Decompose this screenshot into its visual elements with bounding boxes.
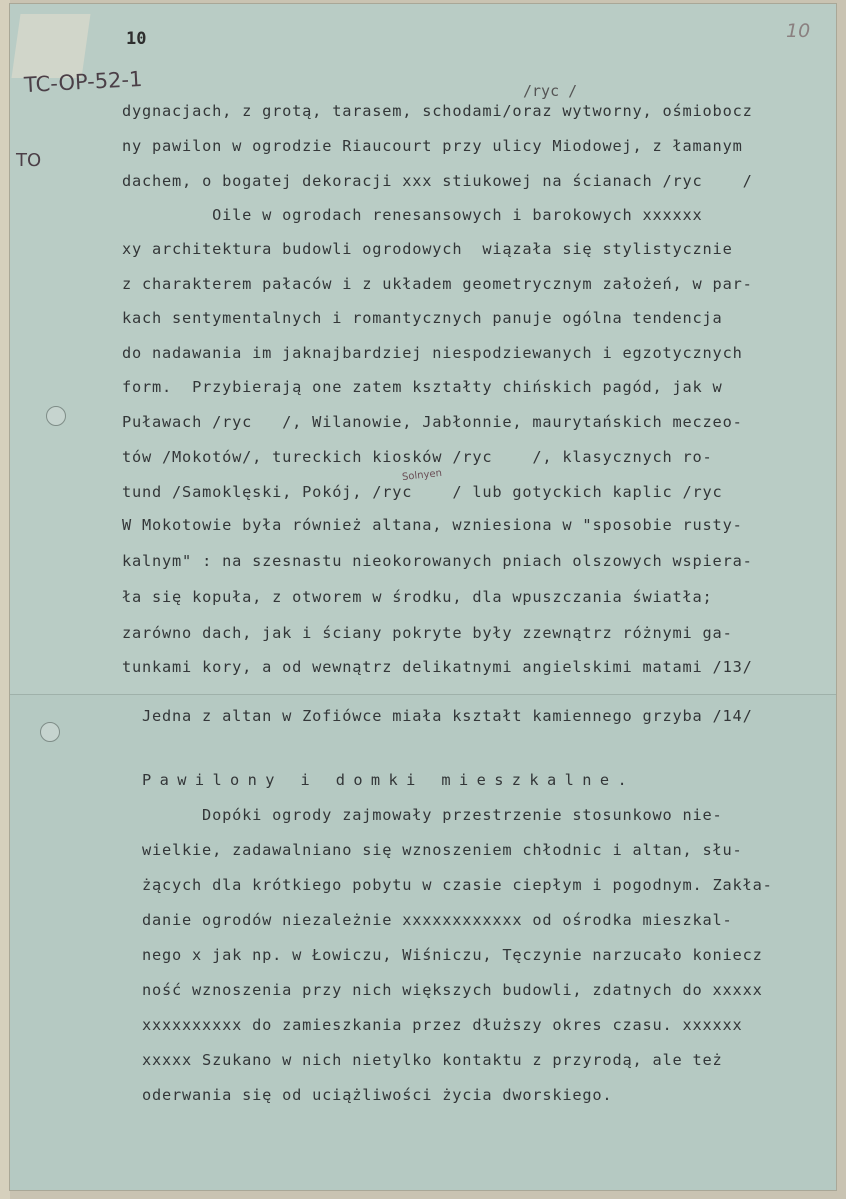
punch-hole — [40, 722, 60, 742]
text-line: xy architektura budowli ogrodowych wiązała się stylistycznie — [122, 240, 733, 258]
page-number: 10 — [126, 29, 147, 49]
text-line: tów /Mokotów/, tureckich kiosków /ryc /, klasycznych ro- — [122, 448, 713, 466]
paper-edge — [0, 0, 10, 1199]
text-line: Oile w ogrodach renesansowych i barokowych xxxxxx — [122, 206, 703, 224]
text-line: nego x jak np. w Łowiczu, Wiśniczu, Tęczynie narzucało koniecz — [142, 946, 763, 964]
text-line: Dopóki ogrody zajmowały przestrzenie stosunkowo nie- — [142, 806, 723, 824]
lower-sheet — [10, 694, 836, 1190]
text-line: Jedna z altan w Zofiówce miała kształt kamiennego grzyba /14/ — [142, 707, 753, 725]
text-line: kach sentymentalnych i romantycznych panuje ogólna tendencja — [122, 309, 723, 327]
catalog-signature: TC-OP-52-1 — [23, 66, 143, 98]
text-line: dygnacjach, z grotą, tarasem, schodami/oraz wytworny, ośmiobocz — [122, 102, 753, 120]
text-line: ny pawilon w ogrodzie Riaucourt przy ulicy Miodowej, z łamanym — [122, 137, 743, 155]
text-line: xxxxx Szukano w nich nietylko kontaktu z przyrodą, ale też — [142, 1051, 723, 1069]
text-line: form. Przybierają one zatem kształty chińskich pagód, jak w — [122, 378, 723, 396]
text-line: tunkami kory, a od wewnątrz delikatnymi angielskimi matami /13/ — [122, 658, 753, 676]
text-line: ność wznoszenia przy nich większych budowli, zdatnych do xxxxx — [142, 981, 763, 999]
folded-corner — [12, 14, 91, 78]
text-line: kalnym" : na szesnastu nieokorowanych pniach olszowych wspiera- — [122, 552, 753, 570]
text-line: z charakterem pałaców i z układem geometrycznym założeń, w par- — [122, 275, 753, 293]
text-line: wielkie, zadawalniano się wznoszeniem chłodnic i altan, słu- — [142, 841, 743, 859]
text-line: danie ogrodów niezależnie xxxxxxxxxxxx od ośrodka mieszkal- — [142, 911, 733, 929]
handwritten-page-number: 10 — [786, 20, 811, 42]
text-line: dachem, o bogatej dekoracji xxx stiukowej na ścianach /ryc / — [122, 172, 753, 190]
fold-line — [10, 694, 836, 695]
text-line: do nadawania im jaknajbardziej niespodziewanych i egzotycznych — [122, 344, 743, 362]
typed-insertion: /ryc / — [523, 82, 578, 100]
text-line: oderwania się od uciążliwości życia dworskiego. — [142, 1086, 613, 1104]
margin-mark: TO — [16, 150, 42, 171]
text-line: Puławach /ryc /, Wilanowie, Jabłonnie, maurytańskich meczeo- — [122, 413, 743, 431]
handwritten-annotation: Solnyen — [401, 467, 443, 484]
text-line: tund /Samoklęski, Pokój, /ryc / lub gotyckich kaplic /ryc — [122, 483, 723, 501]
section-heading: Pawilony i domki mieszkalne. — [142, 771, 636, 789]
text-line: zarówno dach, jak i ściany pokryte były zzewnątrz różnymi ga- — [122, 624, 733, 642]
text-line: xxxxxxxxxx do zamieszkania przez dłuższy okres czasu. xxxxxx — [142, 1016, 743, 1034]
text-line: żących dla krótkiego pobytu w czasie ciepłym i pogodnym. Zakła- — [142, 876, 773, 894]
punch-hole — [46, 406, 66, 426]
text-line: ła się kopuła, z otworem w środku, dla wpuszczania światła; — [122, 588, 713, 606]
text-line: W Mokotowie była również altana, wzniesiona w "sposobie rusty- — [122, 516, 743, 534]
